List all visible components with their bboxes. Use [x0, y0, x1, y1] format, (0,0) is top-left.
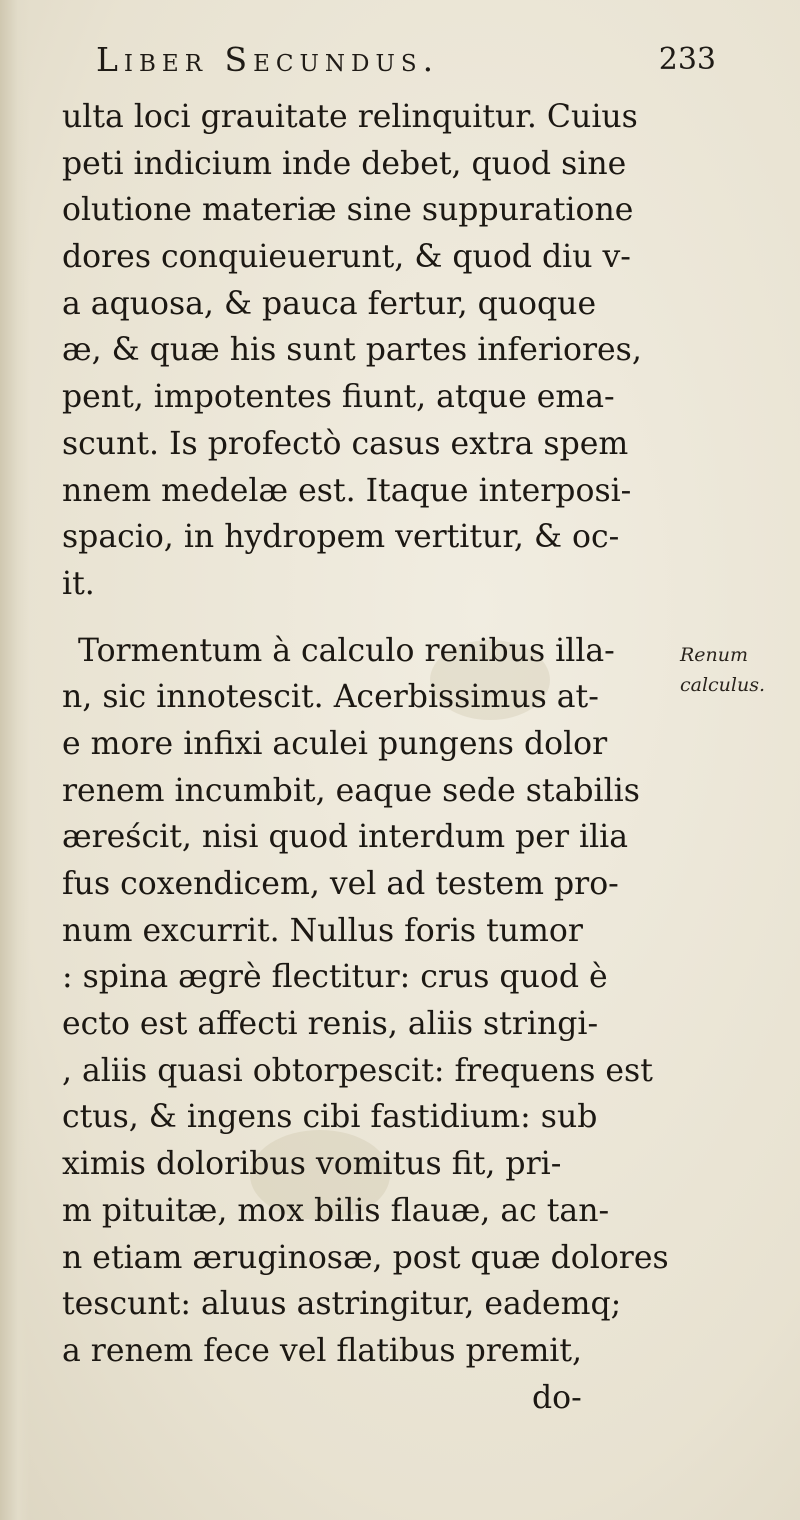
text-line: tescunt: aluus astringitur, eademq;	[62, 1286, 622, 1323]
text-line: ulta loci grauitate relinquitur. Cuius	[62, 99, 638, 135]
body-text	[62, 94, 669, 1421]
text-line: Tormentum à calculo renibus illa-	[78, 632, 615, 669]
text-line: a aquosa, & pauca fertur, quoque	[62, 285, 597, 322]
text-line: fus coxendicem, vel ad testem pro-	[62, 866, 619, 902]
text-line: renem incumbit, eaque sede stabilis	[62, 772, 640, 809]
text-line: ecto est affecti renis, aliis stringi-	[62, 1006, 599, 1043]
page-number: 233	[658, 42, 716, 77]
text-line: spacio, in hydropem vertitur, & oc-	[62, 519, 620, 556]
margin-note	[680, 640, 798, 700]
margin-note-line: calculus.	[680, 674, 766, 696]
text-line: olutione materiæ sine suppuratione	[62, 192, 634, 229]
running-head	[96, 34, 716, 86]
text-line: n etiam æruginosæ, post quæ dolores	[62, 1239, 669, 1276]
text-line: : spina ægrè flectitur: crus quod è	[62, 959, 608, 996]
text-line: æ, & quæ his sunt partes inferiores,	[62, 332, 642, 369]
text-line: nnem medelæ est. Itaque interposi-	[62, 472, 632, 509]
text-line: num excurrit. Nullus foris tumor	[62, 912, 583, 949]
catchword: do-	[532, 1379, 582, 1416]
text-line: æreścit, nisi quod interdum per ilia	[62, 819, 629, 856]
text-line: , aliis quasi obtorpescit: frequens est	[62, 1052, 653, 1089]
text-line: peti indicium inde debet, quod sine	[62, 145, 627, 182]
text-line: n, sic innotescit. Acerbissimus at-	[62, 679, 599, 716]
text-line: e more infixi aculei pungens dolor	[62, 725, 608, 762]
margin-note-line: Renum	[680, 644, 749, 666]
text-line: ctus, & ingens cibi fastidium: sub	[62, 1099, 598, 1136]
text-line: a renem fece vel flatibus premit,	[62, 1332, 583, 1369]
gutter-shadow	[0, 0, 30, 1520]
text-line: scunt. Is profectò casus extra spem	[62, 425, 629, 462]
paragraph-gap	[62, 608, 662, 628]
running-head-title: Liber Secundus.	[96, 40, 440, 79]
text-line: ximis doloribus vomitus fit, pri-	[62, 1146, 562, 1183]
text-line: it.	[62, 565, 95, 602]
text-line: dores conquieuerunt, & quod diu v-	[62, 239, 631, 276]
text-line: pent, impotentes fiunt, atque ema-	[62, 379, 615, 416]
text-line: m pituitæ, mox bilis flauæ, ac tan-	[62, 1192, 610, 1229]
